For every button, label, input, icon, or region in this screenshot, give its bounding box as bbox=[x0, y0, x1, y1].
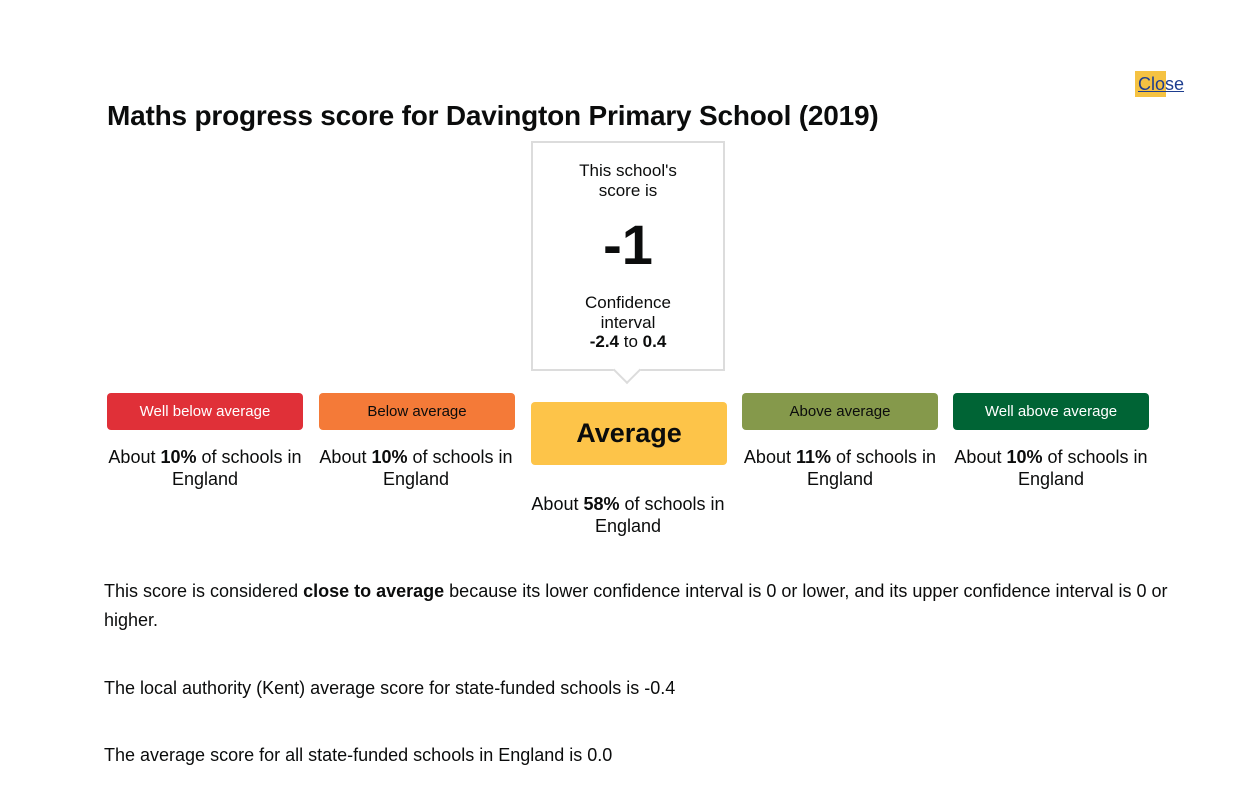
band-below-average: Below average bbox=[319, 393, 515, 430]
band-description: About 10% of schools in England bbox=[954, 447, 1148, 489]
band-well-above-average: Well above average bbox=[953, 393, 1149, 430]
local-authority-average: The local authority (Kent) average score for state-funded schools is -0.4 bbox=[104, 678, 676, 698]
score-caption: This school's score is bbox=[579, 161, 677, 200]
page-title: Maths progress score for Davington Primary School (2019) bbox=[107, 100, 879, 131]
ci-upper: 0.4 bbox=[642, 332, 667, 351]
explanation-text: This score is considered close to average because its lower confidence interval is 0 or lower, and its upper confidence interval is 0 or higher. bbox=[104, 581, 1168, 630]
ci-lower: -2.4 bbox=[589, 332, 619, 351]
confidence-interval-label: Confidence interval bbox=[584, 293, 671, 332]
band-description: About 10% of schools in England bbox=[319, 447, 513, 489]
band-average-selected: Average bbox=[531, 402, 727, 465]
band-description: About 10% of schools in England bbox=[108, 447, 302, 489]
band-above-average: Above average bbox=[742, 393, 938, 430]
close-link[interactable]: Close bbox=[1135, 71, 1166, 97]
confidence-interval-range bbox=[533, 332, 723, 352]
band-description: About 58% of schools in England bbox=[531, 494, 725, 536]
band-well-below-average: Well below average bbox=[107, 393, 303, 430]
explanation-emphasis: close to average bbox=[303, 581, 445, 601]
england-average: The average score for all state-funded schools in England is 0.0 bbox=[104, 745, 613, 765]
school-score-callout bbox=[531, 141, 725, 371]
band-description: About 11% of schools in England bbox=[743, 447, 937, 489]
ci-to: to bbox=[623, 332, 638, 351]
score-value: -1 bbox=[603, 213, 653, 276]
